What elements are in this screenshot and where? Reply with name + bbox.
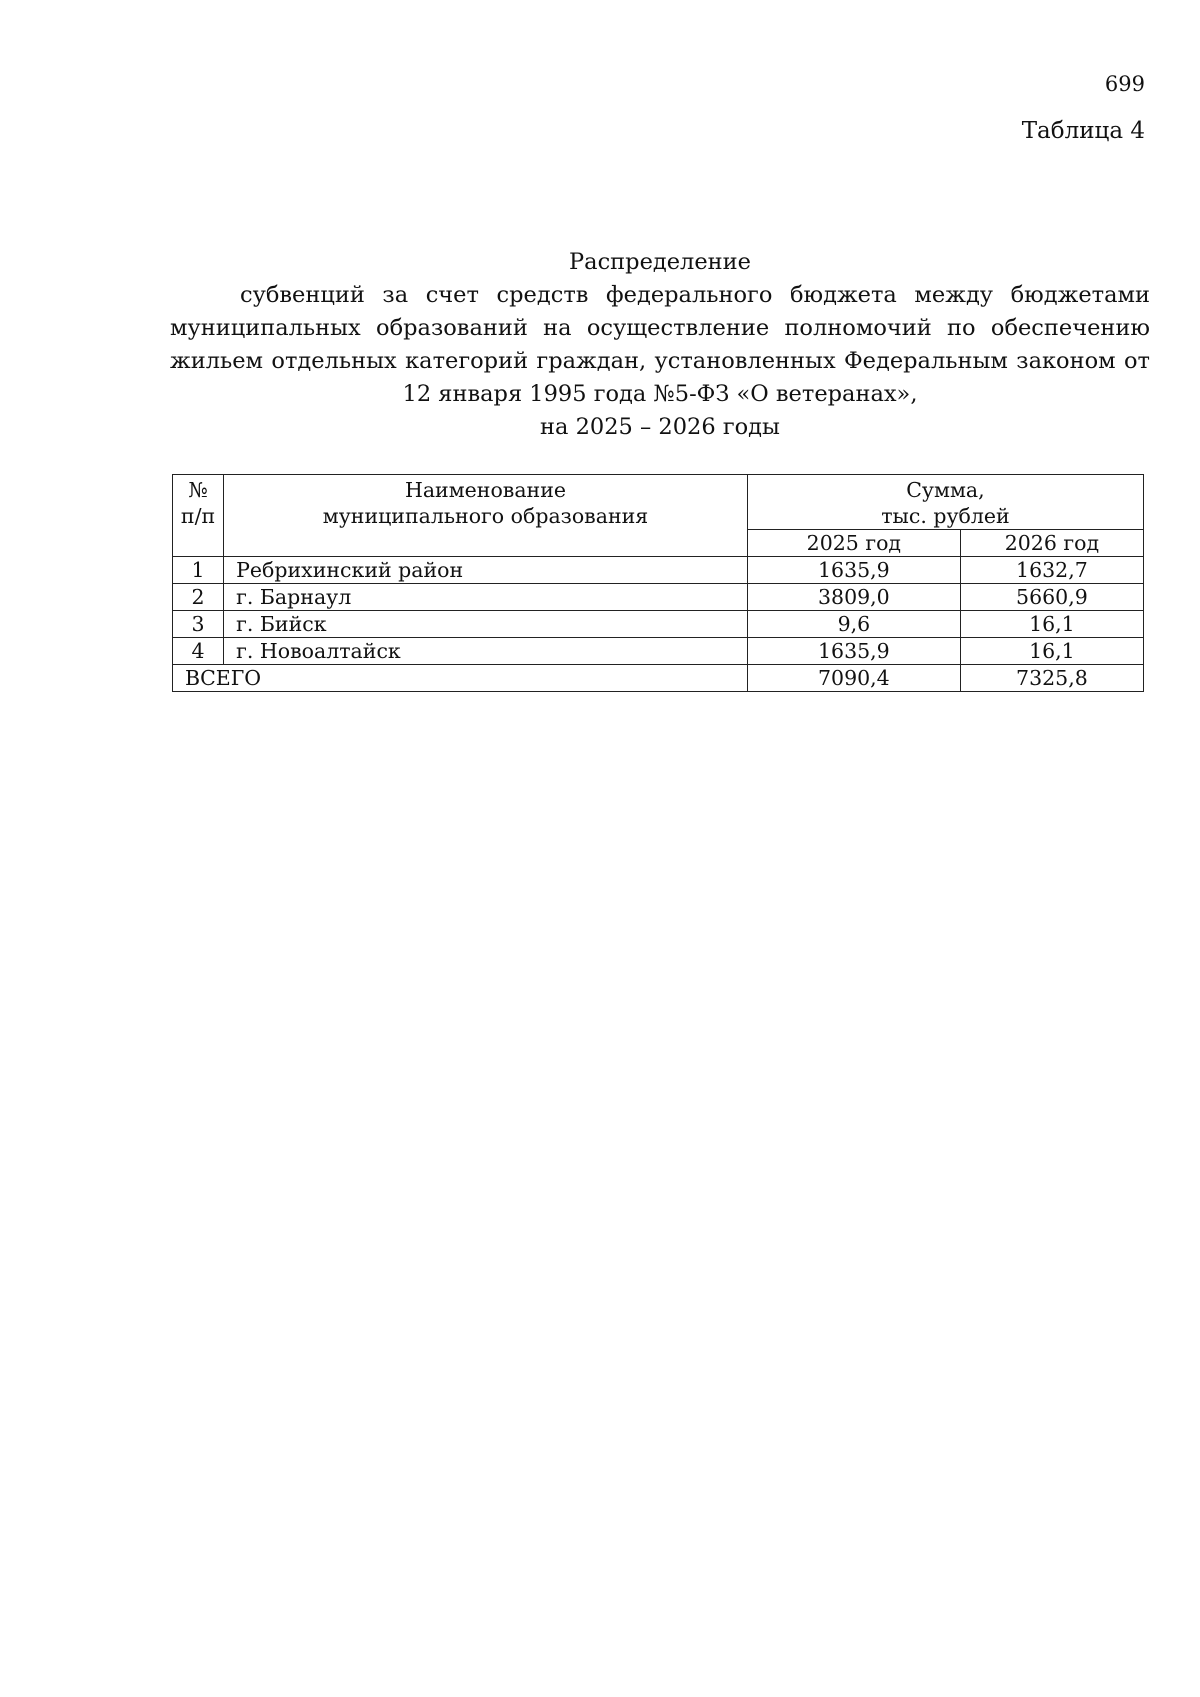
row-name: г. Барнаул: [224, 584, 748, 611]
row-name: г. Бийск: [224, 611, 748, 638]
row-value-2025: 3809,0: [747, 584, 960, 611]
page-number: 699: [1104, 72, 1145, 96]
row-value-2026: 1632,7: [960, 557, 1143, 584]
header-number-symbol: №: [188, 478, 208, 502]
row-value-2025: 1635,9: [747, 638, 960, 665]
header-year-2025: 2025 год: [747, 530, 960, 557]
row-number: 4: [173, 638, 224, 665]
header-name: [224, 475, 748, 557]
table-row: [173, 638, 1144, 665]
table-row: [173, 611, 1144, 638]
title-heading: Распределение: [569, 249, 751, 275]
row-value-2026: 16,1: [960, 638, 1143, 665]
header-number-abbr: п/п: [180, 504, 216, 528]
row-number: 1: [173, 557, 224, 584]
row-number: 2: [173, 584, 224, 611]
header-sum-line1: Сумма,: [906, 478, 985, 502]
table-row: [173, 584, 1144, 611]
header-year-2026: 2026 год: [960, 530, 1143, 557]
header-number: [173, 475, 224, 557]
document-title: [170, 246, 1150, 444]
table-total-row: [173, 665, 1144, 692]
row-value-2026: 5660,9: [960, 584, 1143, 611]
subsidy-table: [172, 474, 1144, 692]
row-name: Ребрихинский район: [224, 557, 748, 584]
row-value-2025: 9,6: [747, 611, 960, 638]
table-row: [173, 557, 1144, 584]
header-sum-line2: тыс. рублей: [881, 504, 1010, 528]
row-value-2025: 1635,9: [747, 557, 960, 584]
header-sum: [747, 475, 1143, 530]
title-body: субвенций за счет средств федерального бюджета между бюджетами муниципальных образований на осуществление полномочий по обеспечению жильем отдельных категорий граждан, установленных Федеральным законом от 12 января 1995 года №5-ФЗ «О ветеранах»,: [170, 282, 1150, 407]
row-name: г. Новоалтайск: [224, 638, 748, 665]
table-label: Таблица 4: [1021, 118, 1145, 144]
row-value-2026: 16,1: [960, 611, 1143, 638]
title-period: на 2025 – 2026 годы: [540, 414, 780, 440]
header-name-line1: Наименование: [404, 478, 567, 502]
row-number: 3: [173, 611, 224, 638]
table-header-row: [173, 475, 1144, 530]
total-label: ВСЕГО: [173, 665, 748, 692]
total-value-2025: 7090,4: [747, 665, 960, 692]
header-name-line2: муниципального образования: [322, 504, 649, 528]
total-value-2026: 7325,8: [960, 665, 1143, 692]
